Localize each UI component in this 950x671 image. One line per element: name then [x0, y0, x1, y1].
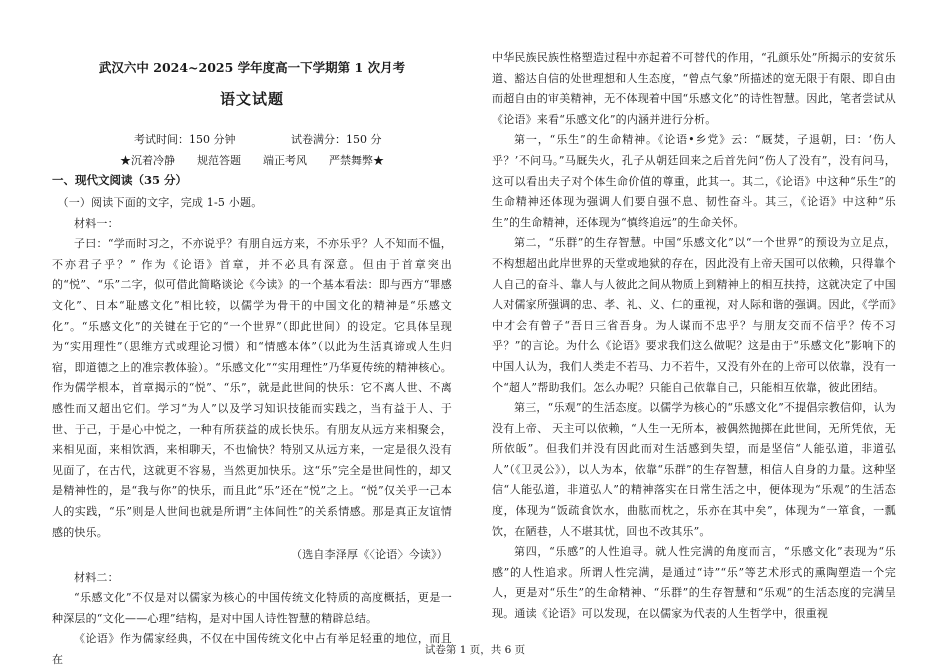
- material2-paragraph-6: 第四，“乐感”的人性追寻。就人性完满的角度而言，“乐感文化”表现为“乐感”的人性追求。所谓人性完满，是通过“诗”“乐”等艺术形式的熏陶塑造一个完人，更是对“乐生”的生命精神、“乐群”的生存智慧和“乐观”的生活态度的完满呈现。通读《论语》可以发现，在以儒家为代表的人生哲学中，很重视: [492, 545, 896, 621]
- material1-label: 材料一：: [74, 216, 119, 230]
- full-score: 试卷满分：150 分: [291, 133, 382, 146]
- material2-paragraph-5: 第三，“乐观”的生活态度。以儒学为核心的“乐感文化”不提倡宗教信仰，认为没有上帝、 天主可以依赖，“人生一无所本，被偶然抛掷在此世间，无所凭依，无所依皈”。但我们并没有因此而对生活感到失望，而是坚信“人能弘道，非道弘人”（《卫灵公》），以人为本，依靠“乐群”的生存智慧，相信人自身的力量。这种坚信“人能弘道，非道弘人”的精神落实在日常生活之中，便体现为“乐观”的生活态度，体现为“饭疏食饮水，曲肱而枕之，乐亦在其中矣”，体现为“一箪食，一瓢饮，在陋巷，人不堪其忧，回也不改其乐”。: [492, 401, 896, 538]
- material2-paragraph-2-cont: 中华民族民族性格塑造过程中亦起着不可替代的作用，“孔颜乐处”所揭示的安贫乐道、豁达自信的处世理想和人生态度，“曾点气象”所描述的宽无限于有限、即自由而超自由的审美精神，无不体现着中国“乐感文化”的诗性智慧。因此，笔者尝试从《论语》来看“乐感文化”的内涵并进行分析。: [492, 51, 896, 126]
- page-footer: 试卷第 1 页，共 6 页: [424, 644, 526, 656]
- material1-source: （选自李泽厚《〈论语〉今读》）: [291, 548, 448, 562]
- exam-time: 考试时间：150 分钟: [134, 133, 236, 146]
- exam-motto: ★沉着冷静 规范答题 端正考风 严禁舞弊★: [120, 154, 384, 167]
- left-column: [52, 193, 452, 671]
- subject-title: 语文试题: [219, 90, 284, 108]
- material2-paragraph-4: 第二，“乐群”的生存智慧。中国“乐感文化”以“一个世界”的预设为立足点，不构想超出此岸世界的天堂或地狱的存在，因此没有上帝天国可以依赖，只得靠个人自己的奋斗、靠人与人彼此之间从物质上到精神上的相互扶持，这就决定了中国人对儒家所强调的忠、孝、礼、义、仁的重视，对人际和谐的强调。因此，《学而》中才会有曾子“吾日三省吾身。为人谋而不忠乎？与朋友交而不信乎？传不习乎？”的言论。为什么《论语》要求我们这么做呢？这是由于“乐感文化”影响下的中国人认为，我们人类走不若马、力不若牛，又没有外在的上帝可以依靠，没有一个“超人”帮助我们。怎么办呢？只能自己依靠自己，只能相互依靠，彼此团结。: [492, 236, 896, 394]
- material2-paragraph-1: “乐感文化”不仅是对以儒家为核心的中国传统文化特质的高度概括，更是一种深层的“文化——心理”结构，是对中国人诗性智慧的精辟总结。: [52, 591, 452, 625]
- material2-label: 材料二：: [74, 570, 119, 584]
- material2-paragraph-3: 第一，“乐生”的生命精神。《论语•乡党》云：“厩焚，子退朝，曰：‘伤人乎？’不问马。”马厩失火，孔子从朝廷回来之后首先问“伤人了没有”，没有问马，这可以看出夫子对个体生命价值的尊重，此其一。其二，《论语》中这种“乐生”的生命精神还体现为强调人们要自强不息、韧性奋斗。其三，《论语》中这种“乐生”的生命精神，还体现为“慎终追远”的生命关怀。: [492, 133, 896, 229]
- material2-paragraph-2-start: 《论语》作为儒家经典，不仅在中国传统文化中占有举足轻重的地位，而且在: [52, 632, 452, 667]
- right-column: [492, 48, 896, 625]
- sub-heading: （一）阅读下面的文字，完成 1-5 小题。: [57, 196, 263, 209]
- exam-title: 武汉六中 2024~2025 学年度高一下学期第 1 次月考: [98, 60, 406, 75]
- material1-paragraph: 子曰：“学而时习之，不亦说乎？有朋自远方来，不亦乐乎？人不知而不愠，不亦君子乎？” 作为《论语》首章，并不必具有深意。但由于首章突出的“悦”、“乐”二字，似可借此简略谈论《今读》的一个基本看法：即与西方“罪感文化”、日本“耻感文化”相比较，以儒学为骨干的中国文化的精神是“乐感文化”。“乐感文化”的关键在于它的“一个世界”（即此世间）的设定。它具体呈现为“实用理性”（思维方式或理论习惯）和“情感本体”（以此为生活真谛或人生归宿，即道德之上的准宗教体验）。“乐感文化”“实用理性”乃华夏传统的精神核心。作为儒学根本，首章揭示的“悦”、“乐”，就是此世间的快乐：它不离人世、不离感性而又超出它们。学习“为人”以及学习知识技能而实践之，当有益于人、于世、于己，于是心中悦之，一种有所获益的成长快乐。有朋友从远方来相聚会，来相见面，来相饮酒，来相聊天，不也愉快？特别又从远方来，一定是很久没有见面了，在古代，这就更不容易，当然更加快乐。这“乐”完全是世间性的，却又是精神性的，是“我与你”的快乐，而且此“乐”还在“悦”之上。“悦”仅关乎一己本人的实践，“乐”则是人世间也就是所谓“主体间性”的关系情感。那是真正友谊情感的快乐。: [52, 237, 452, 539]
- section-heading: 一、现代文阅读（35 分）: [52, 173, 188, 187]
